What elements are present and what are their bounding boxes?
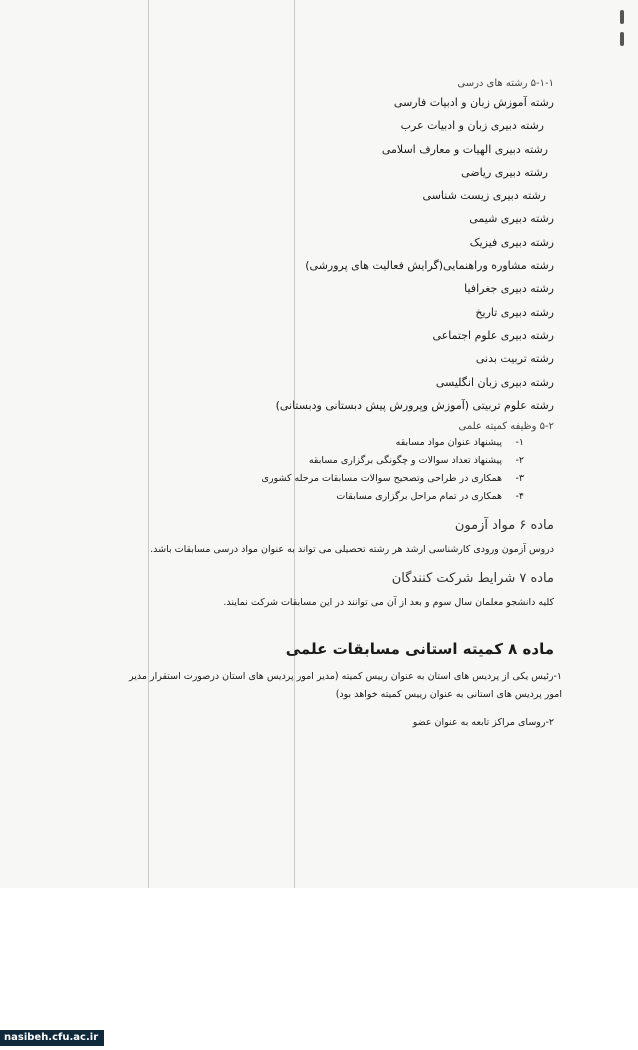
- scan-edge-mark: [620, 10, 624, 24]
- field-item: رشته مشاوره وراهنمایی(گرایش فعالیت های پرورشی): [305, 259, 554, 273]
- duty-item: [94, 470, 524, 488]
- field-item: رشته دبیری تاریخ: [475, 305, 554, 319]
- article7-title: ماده ۷ شرایط شرکت کنندگان: [391, 571, 554, 587]
- duty-text: همکاری در تمام مراحل برگزاری مسابقات: [336, 491, 502, 503]
- field-item: رشته دبیری الهیات و معارف اسلامی: [381, 142, 548, 156]
- field-item: رشته علوم تربیتی (آموزش وپرورش پیش دبستانی ودبستانی): [275, 398, 554, 412]
- field-item: رشته دبیری شیمی: [469, 212, 554, 226]
- article8-item2: ۲-روسای مراکز تابعه به عنوان عضو: [412, 717, 554, 728]
- field-item: رشته دبیری فیزیک: [469, 235, 554, 249]
- duty-number: ۲-: [515, 455, 524, 467]
- article8-title: ماده ۸ کمیته استانی مسابقات علمی: [285, 640, 554, 658]
- article6-body: دروس آزمون ورودی کارشناسی ارشد هر رشته تحصیلی می تواند به عنوان مواد درسی مسابقات باشد.: [150, 544, 554, 556]
- section-duties-heading: ۵-۲ وظیفه کمیته علمی: [458, 421, 554, 433]
- field-item: رشته تربیت بدنی: [475, 352, 554, 366]
- site-watermark[interactable]: nasibeh.cfu.ac.ir: [0, 1030, 104, 1046]
- duty-item: [94, 434, 524, 452]
- document-body: [94, 78, 554, 618]
- duty-text: پیشنهاد تعداد سوالات و چگونگی برگزاری مسابقه: [308, 455, 502, 467]
- duty-number: ۴-: [515, 491, 524, 503]
- field-item: رشته دبیری زبان انگلیسی: [435, 375, 554, 389]
- article8-body: [114, 668, 562, 732]
- article7-body: کلیه دانشجو معلمان سال سوم و بعد از آن می توانند در این مسابقات شرکت نمایند.: [223, 597, 554, 609]
- scan-edge-mark: [620, 32, 624, 46]
- duty-item: [94, 488, 524, 506]
- field-item: رشته دبیری ریاضی: [461, 165, 548, 179]
- article8-item1: ۱-رئیس یکی از پردیس های استان به عنوان رییس کمیته (مدیر امور پردیس های استان درصورت استقرار مدیر امور پردیس های استانی به عنوان رییس کمیته خواهد بود): [129, 671, 562, 700]
- duties-list: [94, 434, 554, 506]
- duty-number: ۱-: [515, 437, 524, 449]
- footer: [0, 1030, 638, 1050]
- field-item: رشته دبیری علوم اجتماعی: [432, 328, 554, 342]
- article6-title: ماده ۶ مواد آزمون: [454, 518, 554, 534]
- fields-list: [94, 91, 554, 417]
- field-item: رشته دبیری زبان و ادبیات عرب: [400, 119, 544, 133]
- duty-text: پیشنهاد عنوان مواد مسابقه: [395, 437, 502, 449]
- duty-item: [94, 452, 524, 470]
- duty-text: همکاری در طراحی وتصحیح سوالات مسابقات مرحله کشوری: [261, 473, 502, 485]
- field-item: رشته دبیری جغرافیا: [464, 282, 554, 296]
- duty-number: ۳-: [515, 473, 524, 485]
- field-item: رشته دبیری زیست شناسی: [422, 189, 546, 203]
- field-item: رشته آموزش زبان و ادبیات فارسی: [393, 96, 554, 109]
- section-fields-heading: ۵-۱-۱ رشته های درسی: [457, 78, 554, 89]
